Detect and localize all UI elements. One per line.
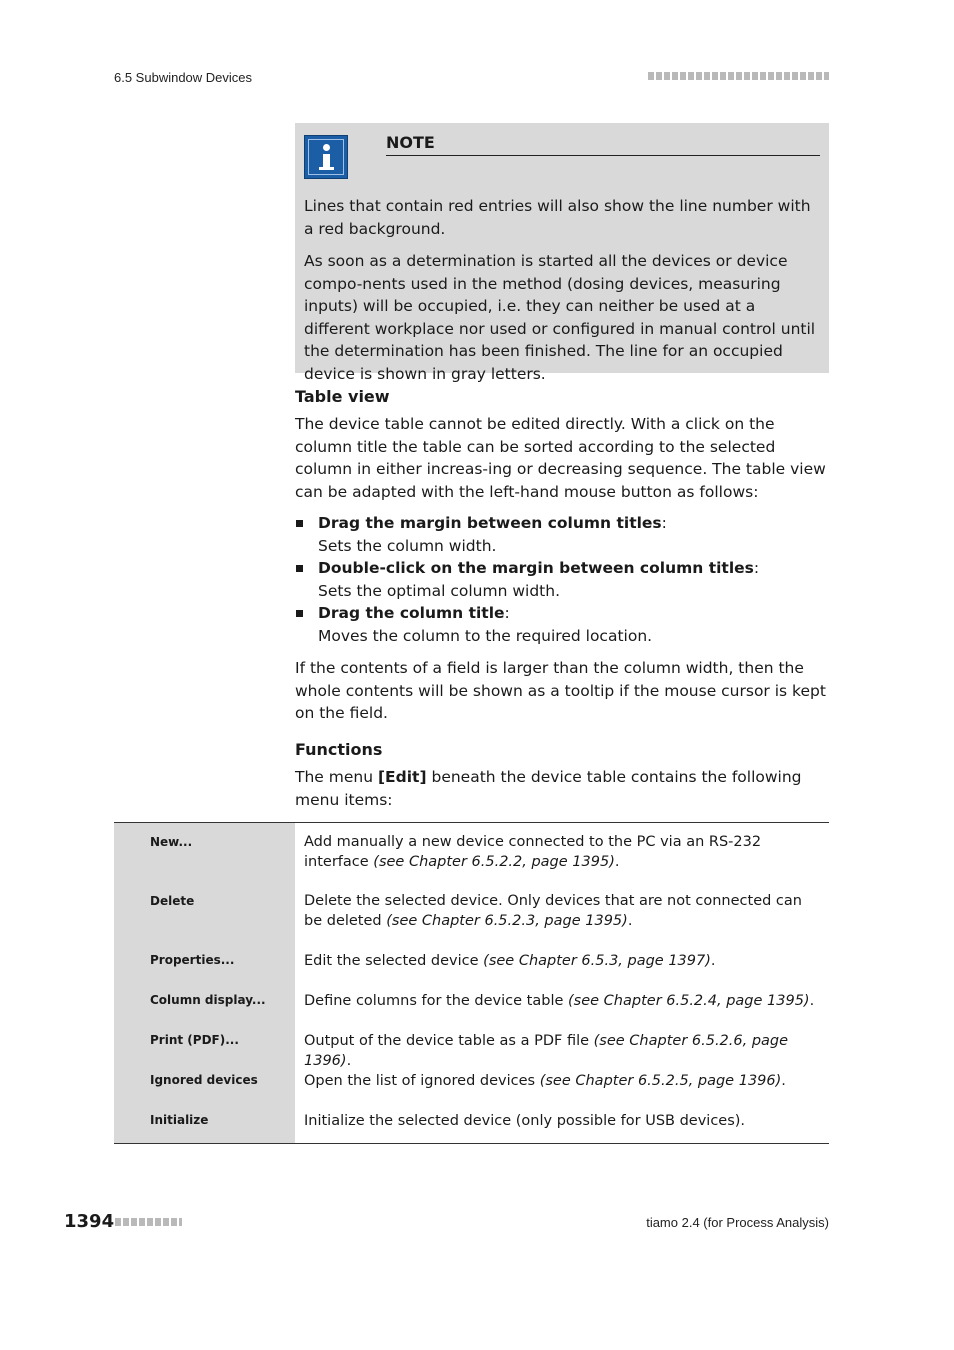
table-term: New... [150, 835, 193, 849]
table-description: Output of the device table as a PDF file (see Chapter 6.5.2.6, page 1396). [304, 1033, 789, 1069]
table-term: Print (PDF)... [150, 1033, 239, 1047]
page-number: 1394 [64, 1211, 115, 1232]
note-paragraph: Lines that contain red entries will also show the line number with a red background. [304, 197, 811, 238]
table-term: Properties... [150, 953, 235, 967]
list-item-desc: Moves the column to the required location. [318, 627, 653, 645]
paragraph: The menu [Edit] beneath the device table contains the following menu items: [295, 768, 802, 809]
footer-product: tiamo 2.4 (for Process Analysis) [646, 1215, 829, 1230]
list-item-title: Drag the column title: [318, 604, 510, 622]
note-box [295, 123, 829, 383]
functions-table [114, 822, 829, 1144]
table-term: Ignored devices [150, 1073, 258, 1087]
table-term: Initialize [150, 1113, 209, 1127]
table-description: Define columns for the device table (see Chapter 6.5.2.4, page 1395). [304, 993, 815, 1009]
footer-decoration [115, 1218, 182, 1226]
header-decoration [648, 72, 829, 80]
section-heading-functions: Functions [295, 740, 383, 759]
table-term: Delete [150, 894, 195, 908]
list-item-desc: Sets the column width. [318, 537, 497, 555]
bullet-marker [296, 565, 303, 572]
paragraph: The device table cannot be edited directly. With a click on the column title the table can be sorted according to the selected column in either increas-ing or decreasing sequence. The table view can be adapted with the left-hand mouse button as follows: [295, 415, 826, 501]
note-paragraph: As soon as a determination is started all the devices or device compo-nents used in the method (dosing devices, measuring inputs) will be occupied, i.e. they can neither be used at a different workplace nor used or configured in manual control until the determination has been finished. The line for an occupied device is shown in gray letters. [304, 252, 816, 383]
bullet-marker [296, 610, 303, 617]
bullet-marker [296, 520, 303, 527]
table-description: Open the list of ignored devices (see Chapter 6.5.2.5, page 1396). [304, 1073, 786, 1089]
term-column [114, 823, 295, 1143]
info-icon [304, 135, 348, 179]
table-description: Initialize the selected device (only possible for USB devices). [304, 1113, 746, 1129]
running-header-section: 6.5 Subwindow Devices [114, 70, 253, 85]
table-description: Delete the selected device. Only devices that are not connected can be deleted (see Chapter 6.5.2.3, page 1395). [304, 893, 802, 929]
list-item-title: Drag the margin between column titles: [318, 514, 667, 532]
note-title: NOTE [386, 133, 820, 156]
paragraph: If the contents of a field is larger than the column width, then the whole contents will be shown as a tooltip if the mouse cursor is kept on the field. [295, 659, 826, 722]
section-heading-table-view: Table view [295, 387, 390, 406]
table-description: Edit the selected device (see Chapter 6.5.3, page 1397). [304, 953, 716, 969]
table-description: Add manually a new device connected to the PC via an RS-232 interface (see Chapter 6.5.2.2, page 1395). [304, 834, 762, 870]
table-term: Column display... [150, 993, 266, 1007]
list-item-desc: Sets the optimal column width. [318, 582, 560, 600]
list-item-title: Double-click on the margin between column titles: [318, 559, 760, 577]
